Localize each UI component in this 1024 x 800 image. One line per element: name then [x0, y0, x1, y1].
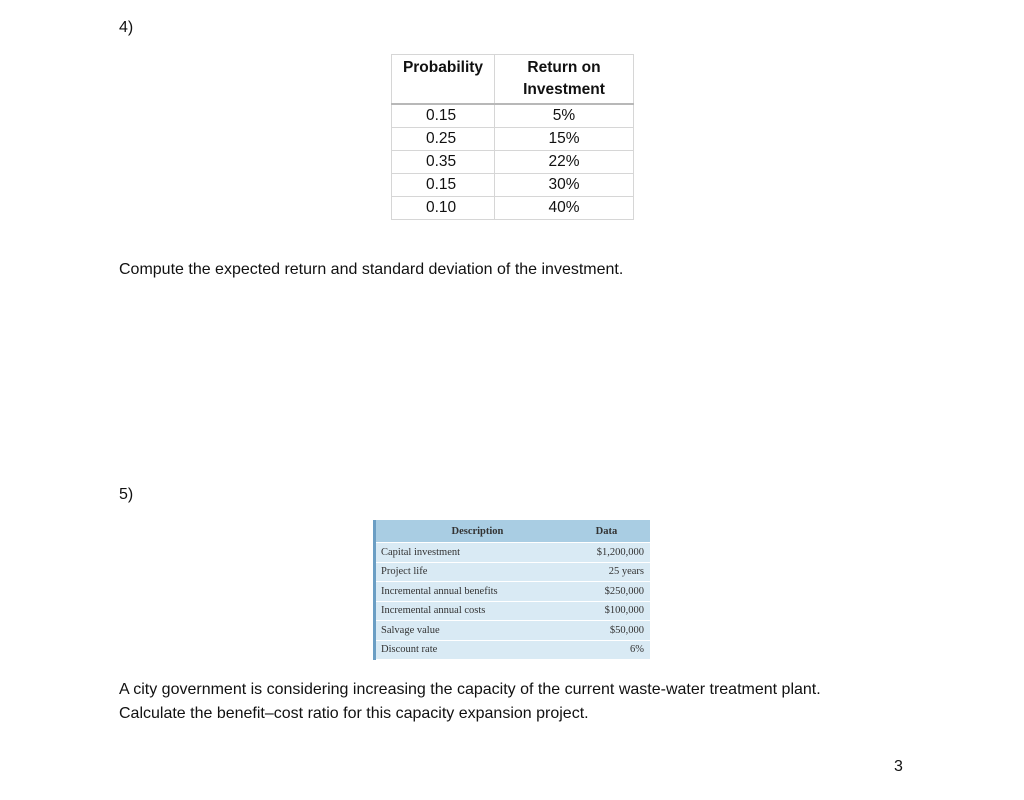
table-row: [392, 128, 634, 151]
return-cell: 5%: [495, 104, 634, 128]
data-cell: $100,000: [564, 601, 650, 621]
probability-cell: 0.15: [392, 104, 495, 128]
question-5-number: 5): [119, 486, 134, 503]
probability-cell: 0.25: [392, 128, 495, 151]
table-row: [375, 582, 651, 602]
page-number: 3: [894, 758, 903, 775]
data-header: Data: [564, 520, 650, 543]
description-cell: Salvage value: [375, 621, 564, 641]
data-cell: $50,000: [564, 621, 650, 641]
table-row: [375, 601, 651, 621]
data-cell: $1,200,000: [564, 543, 650, 563]
return-header: Return on Investment: [495, 55, 634, 105]
question-4-number: 4): [119, 19, 134, 36]
return-cell: 22%: [495, 151, 634, 174]
description-cell: Discount rate: [375, 640, 564, 660]
description-cell: Project life: [375, 562, 564, 582]
probability-return-table: [391, 54, 634, 220]
table-row: [392, 104, 634, 128]
return-cell: 30%: [495, 174, 634, 197]
question-5-text-line-2: Calculate the benefit–cost ratio for this capacity expansion project.: [119, 705, 589, 722]
table-row: [375, 640, 651, 660]
probability-header: Probability: [392, 55, 495, 105]
data-cell: 6%: [564, 640, 650, 660]
table-row: [392, 174, 634, 197]
probability-cell: 0.35: [392, 151, 495, 174]
description-header: Description: [375, 520, 564, 543]
description-cell: Incremental annual costs: [375, 601, 564, 621]
table-row: [375, 621, 651, 641]
return-cell: 15%: [495, 128, 634, 151]
table-row: [375, 543, 651, 563]
data-cell: 25 years: [564, 562, 650, 582]
return-cell: 40%: [495, 197, 634, 220]
data-cell: $250,000: [564, 582, 650, 602]
project-data-table: [373, 520, 650, 660]
table-row: [392, 151, 634, 174]
description-cell: Capital investment: [375, 543, 564, 563]
description-cell: Incremental annual benefits: [375, 582, 564, 602]
probability-cell: 0.10: [392, 197, 495, 220]
probability-cell: 0.15: [392, 174, 495, 197]
table-row: [392, 197, 634, 220]
table-row: [375, 562, 651, 582]
question-4-text: Compute the expected return and standard deviation of the investment.: [119, 261, 624, 278]
question-5-text-line-1: A city government is considering increasing the capacity of the current waste-water treatment plant.: [119, 681, 821, 698]
